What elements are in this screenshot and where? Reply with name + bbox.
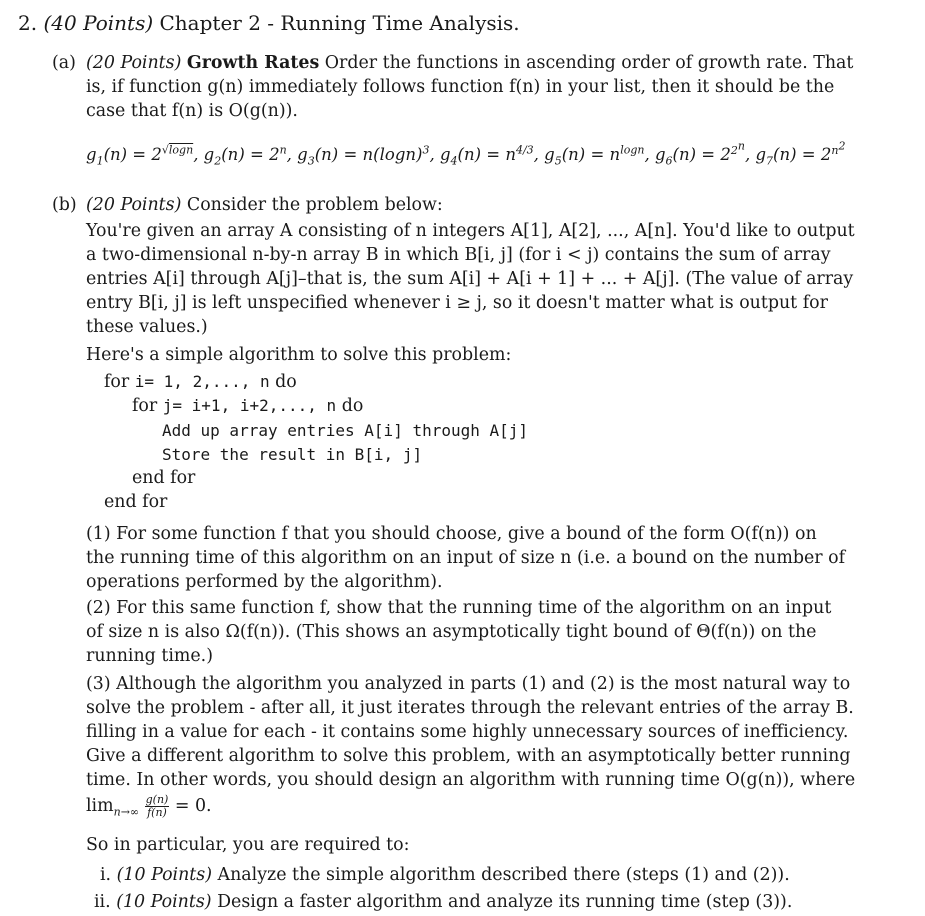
problem-number: 2. [18,11,38,35]
code-line-for-j [132,395,363,417]
question-1-line: (1) For some function f that you should choose, give a bound of the form O(f(n)) on [86,524,817,544]
limit-tail: = 0. [174,796,212,816]
code-for-keyword: for [132,396,158,416]
code-for-i-expr: i= 1, 2,..., n [134,372,270,391]
part-a-line-1 [86,52,853,74]
question-3-line: filling in a value for each - it contains some highly unnecessary sources of inefficiency. [86,722,849,742]
problem-text-line: entries A[i] through A[j]–that is, the sum A[i] + A[i + 1] + ... + A[j]. (The value of array [86,269,854,289]
part-b-label: (b) [52,195,77,215]
part-a-points: (20 Points) [86,53,182,73]
problem-text-line: You're given an array A consisting of n integers A[1], A[2], ..., A[n]. You'd like to output [86,221,855,241]
problem-title [18,10,520,36]
code-line-store: Store the result in B[i, j] [162,445,423,464]
code-for-j-expr: j= i+1, i+2,..., n [162,396,337,415]
question-3-line: Give a different algorithm to solve this problem, with an asymptotically better running [86,746,851,766]
code-for-keyword: for [104,372,130,392]
algorithm-intro: Here's a simple algorithm to solve this problem: [86,345,512,365]
part-b-intro-text: Consider the problem below: [186,195,443,215]
question-1-line: the running time of this algorithm on an input of size n (i.e. a bound on the number of [86,548,846,568]
part-a-label: (a) [52,53,76,73]
part-a-line-2: is, if function g(n) immediately follows function f(n) in your list, then it should be the [86,77,835,97]
problem-title-text: Chapter 2 - Running Time Analysis. [159,11,520,35]
item-i-label: i. [100,865,112,885]
item-i-text: Analyze the simple algorithm described there (steps (1) and (2)). [217,865,790,885]
question-2-line: of size n is also Ω(f(n)). (This shows an asymptotically tight bound of Θ(f(n)) on the [86,622,817,642]
requirements-intro: So in particular, you are required to: [86,835,410,855]
item-ii-text: Design a faster algorithm and analyze its running time (step (3)). [217,892,793,912]
requirement-item-ii [94,891,792,913]
part-b-points: (20 Points) [86,195,182,215]
limit-expression: $\lim_{n\to\infty}$ $\frac{g(n)}{f(n)}$ = 0. [86,793,212,819]
code-line-end-for-inner: end for [132,468,196,488]
question-2-line: (2) For this same function f, show that the running time of the algorithm on an input [86,598,832,618]
part-a-heading: Growth Rates [186,53,320,73]
question-3-line: (3) Although the algorithm you analyzed in parts (1) and (2) is the most natural way to [86,674,851,694]
code-do-keyword: do [275,372,297,392]
problem-text-line: these values.) [86,317,208,337]
item-ii-label: ii. [94,892,111,912]
requirement-item-i [100,864,790,886]
question-3-line: time. In other words, you should design an algorithm with running time O(g(n)), where [86,770,856,790]
item-i-points: (10 Points) [116,865,212,885]
code-line-end-for-outer: end for [104,492,168,512]
function-list: $g_1(n) = 2^{√logn}$, $g_2(n) = 2^n$, $g_3(n) = n(\log n)^3$, $g_4(n) = n^{4/3}$, $g_5(n) = n^{logn}$, $g_6(n) = 2^{2^n}$, $g_7(n) = 2^{n^2}$ [86,138,846,168]
part-a-line1-text: Order the functions in ascending order of growth rate. That [324,53,854,73]
problem-text-line: a two-dimensional n-by-n array B in which B[i, j] (for i < j) contains the sum of array [86,245,831,265]
problem-text-line: entry B[i, j] is left unspecified whenever i ≥ j, so it doesn't matter what is output for [86,293,828,313]
question-1-line: operations performed by the algorithm). [86,572,443,592]
part-a-line-3: case that f(n) is O(g(n)). [86,101,298,121]
limit-fraction: $\frac{g(n)}{f(n)}$ [145,793,169,819]
code-do-keyword: do [341,396,364,416]
code-line-add: Add up array entries A[i] through A[j] [162,421,529,440]
question-3-line: solve the problem - after all, it just iterates through the relevant entries of the array B. [86,698,854,718]
code-line-for-i [104,371,297,393]
question-2-line: running time.) [86,646,213,666]
problem-points: (40 Points) [43,11,154,35]
part-b-intro [86,194,443,216]
item-ii-points: (10 Points) [116,892,212,912]
